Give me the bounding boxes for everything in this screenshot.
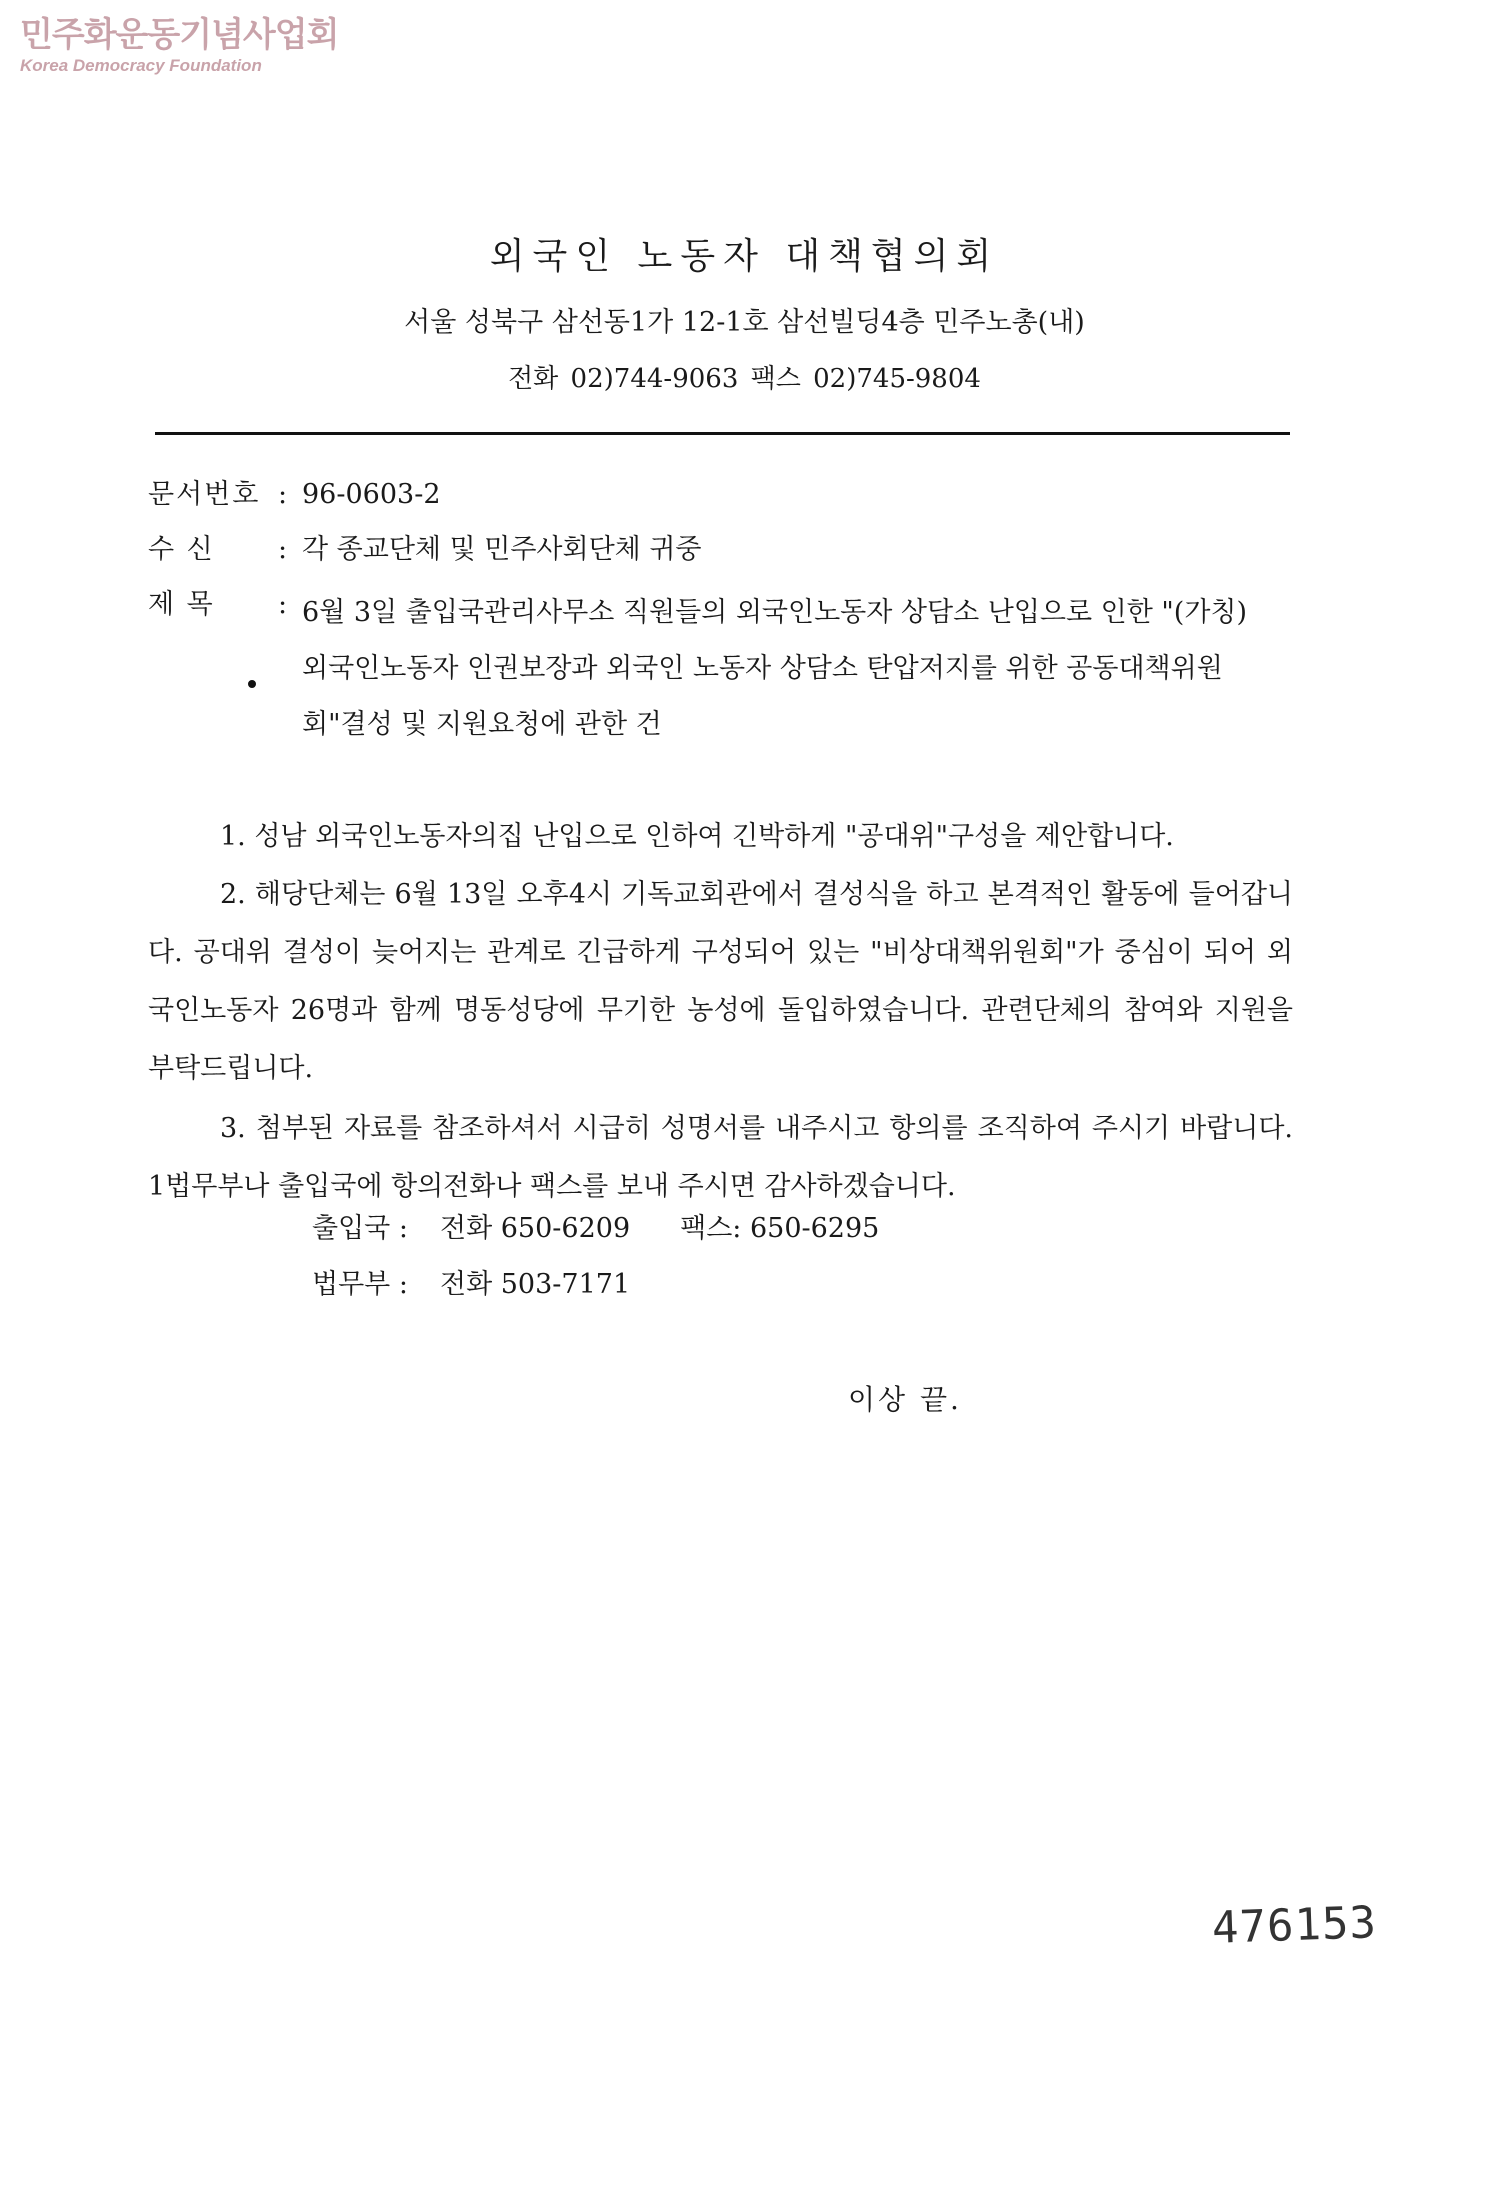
recipient-value: 각 종교단체 및 민주사회단체 귀중 bbox=[302, 534, 702, 565]
org-address: 서울 성북구 삼선동1가 12-1호 삼선빌딩4층 민주노총(내) bbox=[404, 307, 1085, 338]
immigration-fax: 팩스: 650-6295 bbox=[680, 1213, 880, 1244]
colon: : bbox=[278, 534, 288, 565]
watermark-korean: 민주화운동기념사업회 bbox=[20, 15, 339, 55]
subject-label: 제 목 bbox=[148, 589, 215, 620]
subject-row bbox=[148, 585, 302, 625]
colon: : bbox=[278, 479, 288, 510]
immigration-contact bbox=[312, 1206, 879, 1245]
doc-number-row bbox=[148, 475, 441, 515]
recipient-row bbox=[148, 530, 701, 570]
body-paragraph-2: 2. 해당단체는 6월 13일 오후4시 기독교회관에서 결성식을 하고 본격적인 활동에 들어갑니다. 공대위 결성이 늦어지는 관계로 긴급하게 구성되어 있는 "비상대책위원회"가 중심이 되어 외국인노동자 26명과 함께 명동성당에 무기한 농성에 돌입하였습니다. 관련단체의 참여와 지원을 부탁드립니다. bbox=[148, 879, 1293, 1084]
recipient-label: 수 신 bbox=[148, 534, 215, 565]
justice-contact bbox=[312, 1262, 630, 1301]
handwritten-number: 476153 bbox=[1211, 1897, 1378, 1954]
header-divider bbox=[155, 432, 1290, 435]
immigration-label: 출입국 : bbox=[312, 1213, 408, 1244]
justice-phone: 전화 503-7171 bbox=[440, 1269, 631, 1300]
body-paragraph-3: 3. 첨부된 자료를 참조하셔서 시급히 성명서를 내주시고 항의를 조직하여 주시기 바랍니다. 1법무부나 출입국에 항의전화나 팩스를 보내 주시면 감사하겠습니다. bbox=[148, 1113, 1293, 1202]
justice-label: 법무부 : bbox=[312, 1269, 408, 1300]
subject-value: 6월 3일 출입국관리사무소 직원들의 외국인노동자 상담소 난입으로 인한 "(가칭) 외국인노동자 인권보장과 외국인 노동자 상담소 탄압저지를 위한 공동대책위원회"결성 및 지원요청에 관한 건 bbox=[302, 597, 1248, 740]
immigration-phone: 전화 650-6209 bbox=[440, 1213, 631, 1244]
watermark-english: Korea Democracy Foundation bbox=[20, 56, 262, 75]
closing-text: 이상 끝. bbox=[848, 1383, 962, 1416]
colon: : bbox=[278, 589, 288, 620]
body-paragraph-1: 1. 성남 외국인노동자의집 난입으로 인하여 긴박하게 "공대위"구성을 제안합니다. bbox=[220, 821, 1174, 852]
doc-number-label: 문서번호 bbox=[148, 479, 261, 510]
org-name: 외국인 노동자 대책협의회 bbox=[489, 236, 1000, 277]
watermark bbox=[20, 15, 339, 76]
doc-number-value: 96-0603-2 bbox=[302, 479, 441, 510]
bullet-mark bbox=[248, 680, 256, 688]
org-contact: 전화 02)744-9063 팩스 02)745-9804 bbox=[508, 364, 981, 394]
